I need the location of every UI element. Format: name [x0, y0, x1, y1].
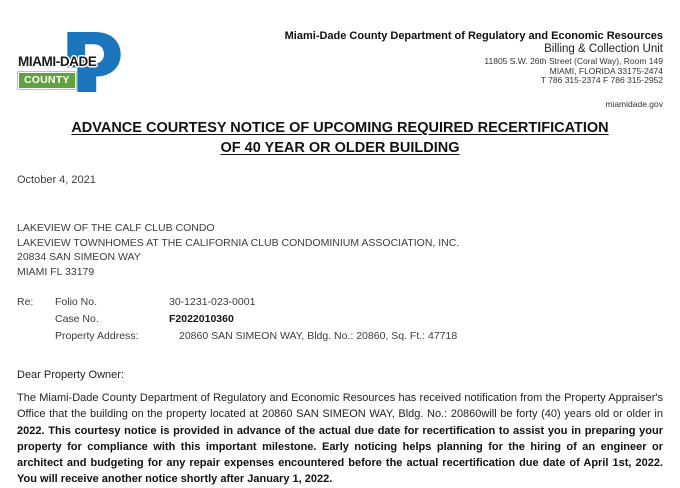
salutation: Dear Property Owner:: [17, 369, 124, 381]
reference-row-case: [17, 313, 474, 325]
addressee-line: MIAMI FL 33179: [17, 265, 95, 278]
folio-value: 30-1231-023-0001: [169, 296, 256, 308]
reference-row-folio: [17, 296, 474, 308]
letterhead-address: [285, 57, 663, 86]
logo-wordmark-text: MIAMI-DADE: [18, 54, 97, 69]
logo-county-badge: COUNTY: [18, 72, 76, 89]
addressee-line: LAKEVIEW TOWNHOMES AT THE CALIFORNIA CLUB CONDOMINIUM ASSOCIATION, INC.: [17, 236, 460, 249]
website-text: miamidade.gov: [605, 98, 663, 109]
letter-date: October 4, 2021: [17, 174, 96, 186]
reference-block: [17, 296, 474, 347]
letterhead: [285, 30, 663, 109]
body-paragraph-normal: The Miami-Dade County Department of Regulatory and Economic Resources has received notification from the Property Appraiser's Office that the building on the property located at 20860 SAN SIMEON WAY, Bldg. No.: 20860will be forty (40) years old or older in: [17, 392, 663, 421]
folio-label: Folio No.: [55, 296, 98, 308]
unit-name: Billing & Collection Unit: [544, 43, 663, 55]
phone-fax-line: T 786 315-2374 F 786 315-2952: [540, 75, 663, 85]
case-label: Case No.: [55, 313, 99, 325]
department-name: Miami-Dade County Department of Regulatory and Economic Resources: [284, 30, 663, 42]
property-address-value: 20860 SAN SIMEON WAY, Bldg. No.: 20860, Sq. Ft.: 47718: [179, 330, 458, 342]
notice-title: [0, 118, 680, 158]
case-value: F2022010360: [169, 313, 234, 325]
addressee-line: LAKEVIEW OF THE CALF CLUB CONDO: [17, 222, 215, 234]
property-address-label: Property Address:: [55, 330, 139, 342]
addressee-block: [17, 221, 459, 279]
address-line-2: MIAMI, FLORIDA 33175-2474: [549, 65, 663, 76]
notice-title-line-1: ADVANCE COURTESY NOTICE OF UPCOMING REQUIRED RECERTIFICATION: [71, 120, 609, 136]
body-paragraph-bold: 2022. This courtesy notice is provided in advance of the actual due date for recertification to assist you in preparing your property for compliance with this important milestone. Early noticing helps planning for the hiring of an engineer or architect and budgeting for any repair expenses encountered before the actual recertification due date of April 1st, 2022. You will receive another notice shortly after January 1, 2022.: [17, 424, 663, 486]
miami-dade-logo: [16, 28, 128, 94]
addressee-line: 20834 SAN SIMEON WAY: [17, 251, 141, 263]
body-paragraph: [17, 390, 663, 488]
re-label: Re:: [17, 296, 34, 308]
notice-title-line-2: OF 40 YEAR OR OLDER BUILDING: [220, 140, 460, 156]
reference-row-property: [17, 330, 474, 342]
address-line-1: 11805 S.W. 26th Street (Coral Way), Room 149: [484, 56, 663, 66]
